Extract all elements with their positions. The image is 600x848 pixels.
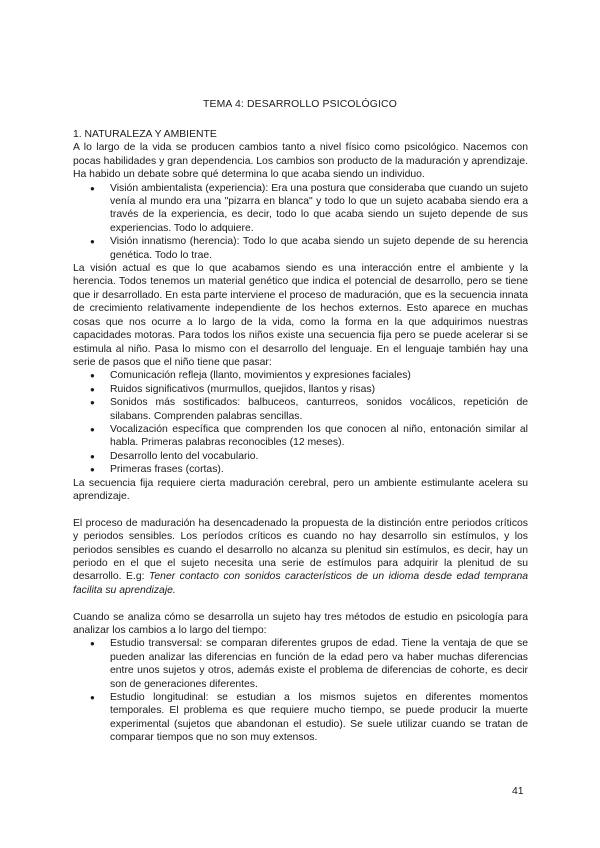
paragraph-gap — [73, 597, 528, 610]
language-steps-list — [73, 369, 528, 476]
page-title: TEMA 4: DESARROLLO PSICOLÓGICO — [203, 99, 397, 110]
critical-periods-text: El proceso de maduración ha desencadenado la propuesta de la distinción entre periodos críticos y periodos sensibles. Los períodos críticos es cuando no hay desarrollo sin estímulos, y los periodos sensibles es cuando el desarrollo no alcanza su plenitud sin estímulos, es decir, hay un periodo en el que el sujeto necesita una serie de estímulos para adquirir la plenitud de su desarrollo. E.g: — [73, 517, 528, 583]
current-view-paragraph: La visión actual es que lo que acabamos siendo es una interacción entre el ambiente y la herencia. Todos tenemos un material genético que indica el potencial de desarrollo, pero se tiene que ir desarrollado. En esta parte interviene el proceso de maduración, que es la secuencia innata de crecimiento relativamente independiente de los hechos externos. Esto aparece en muchas cosas que nos ocurre a lo largo de la vida, como la forma en la que adquirimos nuestras capacidades motoras. Para todos los niños existe una secuencia fija pero se puede acelerar si se estimula al niño. Pasa lo mismo con el desarrollo del lenguaje. En el lenguaje también hay una serie de pasos que el niño tiene que pasar: — [73, 263, 528, 368]
list-item: ● Estudio longitudinal: se estudian a los mismos sujetos en diferentes momentos temporales. El problema es que requiere mucho tiempo, se puede producir la muerte experimental (sujetos que abandonan el estudio). Se suele utilizar cuando se tratan de comparar tiempos que no son muy extensos. — [110, 691, 528, 745]
list-item: ● Primeras frases (cortas). — [110, 463, 528, 476]
list-item: ● Visión ambientalista (experiencia): Era una postura que consideraba que cuando un sujeto venía al mundo era una "pizarra en blanca" y todo lo que un sujeto acababa siendo era a través de la experiencia, es decir, todo lo que acaba siendo un sujeto depende de sus experiencias. Todo lo adquiere. — [110, 182, 528, 236]
methods-list — [73, 637, 528, 744]
critical-periods-paragraph — [73, 517, 528, 597]
critical-example: Tener contacto con sonidos característicos de un idioma desde edad temprana facilita su aprendizaje. — [73, 571, 528, 596]
section-heading: 1. NATURALEZA Y AMBIENTE — [73, 129, 217, 140]
document-body — [73, 128, 528, 745]
list-item: ● Comunicación refleja (llanto, movimientos y expresiones faciales) — [110, 369, 528, 382]
list-item: ● Ruidos significativos (murmullos, quejidos, llantos y risas) — [110, 383, 528, 396]
intro-paragraph: A lo largo de la vida se producen cambios tanto a nivel físico como psicológico. Nacemos con pocas habilidades y gran dependencia. Los cambios son producto de la maduración y aprendizaje. Ha habido un debate sobre qué determina lo que acaba siendo un individuo. — [73, 142, 528, 181]
methods-intro-paragraph: Cuando se analiza cómo se desarrolla un sujeto hay tres métodos de estudio en psicología para analizar los cambios a lo largo del tiempo: — [73, 611, 528, 636]
fixed-sequence-paragraph: La secuencia fija requiere cierta maduración cerebral, pero un ambiente estimulante acelera su aprendizaje. — [73, 477, 528, 502]
list-item: ● Vocalización específica que comprenden los que conocen al niño, entonación similar al habla. Primeras palabras reconocibles (12 meses). — [110, 423, 528, 450]
page-number: 41 — [512, 786, 524, 797]
list-item: ● Estudio transversal: se comparan diferentes grupos de edad. Tiene la ventaja de que se pueden analizar las diferencias en función de la edad pero va haber muchas diferencias entre unos sujetos y otros, además existe el problema de diferencias de cohorte, es decir son de generaciones diferentes. — [110, 637, 528, 691]
list-item: ● Desarrollo lento del vocabulario. — [110, 450, 528, 463]
list-item: ● Sonidos más sostificados: balbuceos, canturreos, sonidos vocálicos, repetición de silabans. Comprenden palabras sencillas. — [110, 396, 528, 423]
views-list — [73, 182, 528, 262]
list-item: ● Visión innatismo (herencia): Todo lo que acaba siendo un sujeto depende de su herencia genética. Todo lo trae. — [110, 235, 528, 262]
paragraph-gap — [73, 503, 528, 516]
